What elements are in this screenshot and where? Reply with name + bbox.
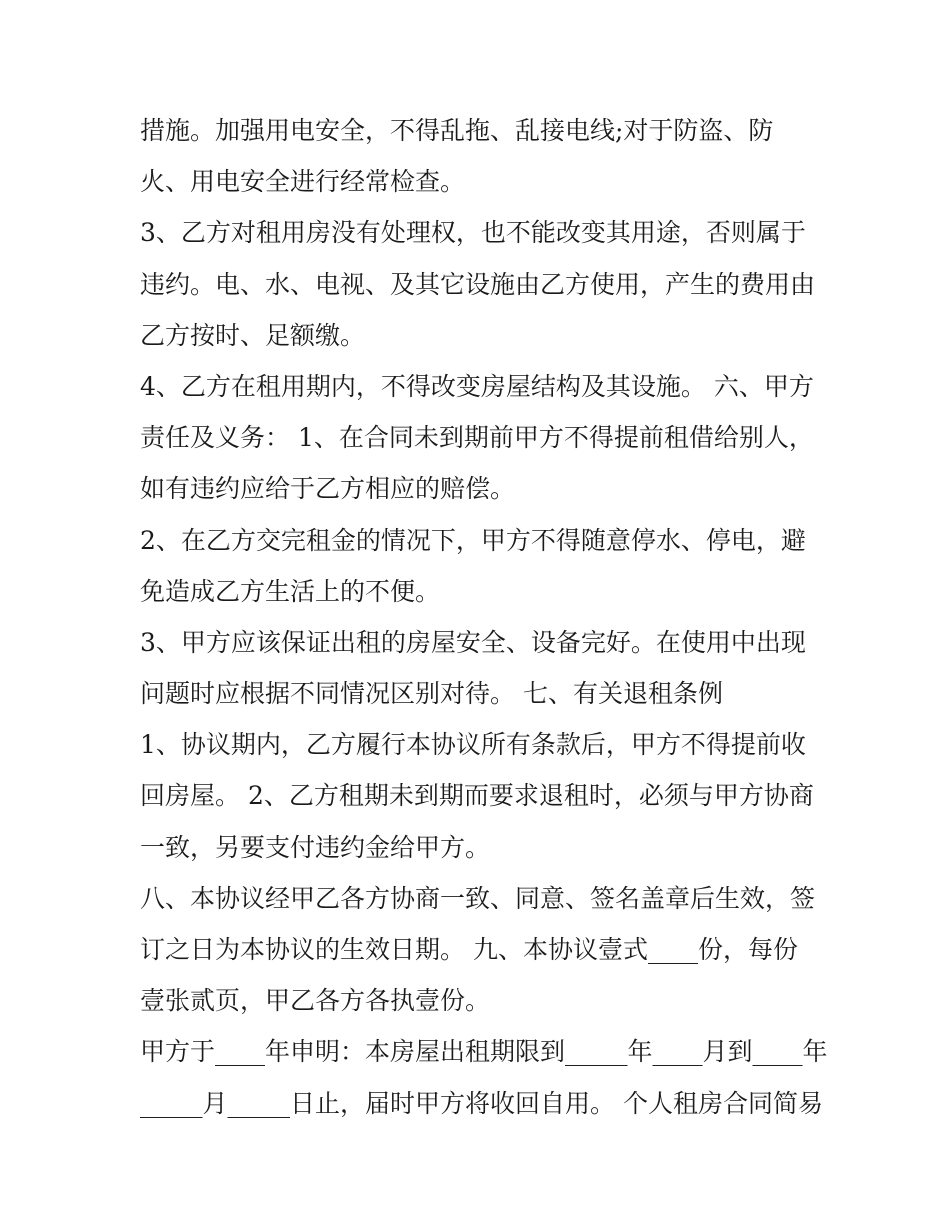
text-line: 3、甲方应该保证出租的房屋安全、设备完好。在使用中出现 [140, 627, 806, 657]
text-line: _____月_____日止，届时甲方将收回自用。 个人租房合同简易 [140, 1088, 823, 1118]
contract-text [140, 105, 840, 1129]
text-line: 措施。加强用电安全，不得乱拖、乱接电线;对于防盗、防 [140, 116, 774, 145]
text-line: 火、用电安全进行经常检查。 [140, 167, 466, 197]
text-line: 问题时应根据不同情况区别对待。 七、有关退租条例 [140, 679, 723, 709]
text-line: 订之日为本协议的生效日期。 九、本协议壹式____份，每份 [140, 935, 798, 964]
text-line: 回房屋。 2、乙方租期未到期而要求退租时，必须与甲方协商 [140, 781, 814, 811]
text-line: 如有违约应给于乙方相应的赔偿。 [140, 474, 516, 504]
text-line: 4、乙方在租用期内，不得改变房屋结构及其设施。 六、甲方 [140, 371, 814, 401]
text-line: 3、乙方对租用房没有处理权，也不能改变其用途，否则属于 [140, 218, 806, 248]
text-line: 壹张贰页，甲乙各方各执壹份。 [140, 986, 491, 1016]
text-line: 1、协议期内，乙方履行本协议所有条款后，甲方不得提前收 [140, 730, 806, 760]
text-line: 责任及义务： 1、在合同未到期前甲方不得提前租借给别人， [140, 423, 814, 453]
text-line: 八、本协议经甲乙各方协商一致、同意、签名盖章后生效，签 [140, 883, 816, 913]
text-line: 免造成乙方生活上的不便。 [140, 576, 441, 606]
text-line: 乙方按时、足额缴。 [140, 320, 366, 350]
text-line: 一致，另要支付违约金给甲方。 [140, 832, 491, 862]
text-line: 甲方于____年申明：本房屋出租期限到_____年____月到____年 [140, 1037, 828, 1067]
text-line: 违约。电、水、电视、及其它设施由乙方使用，产生的费用由 [140, 269, 816, 299]
text-line: 2、在乙方交完租金的情况下，甲方不得随意停水、停电，避 [140, 525, 806, 555]
